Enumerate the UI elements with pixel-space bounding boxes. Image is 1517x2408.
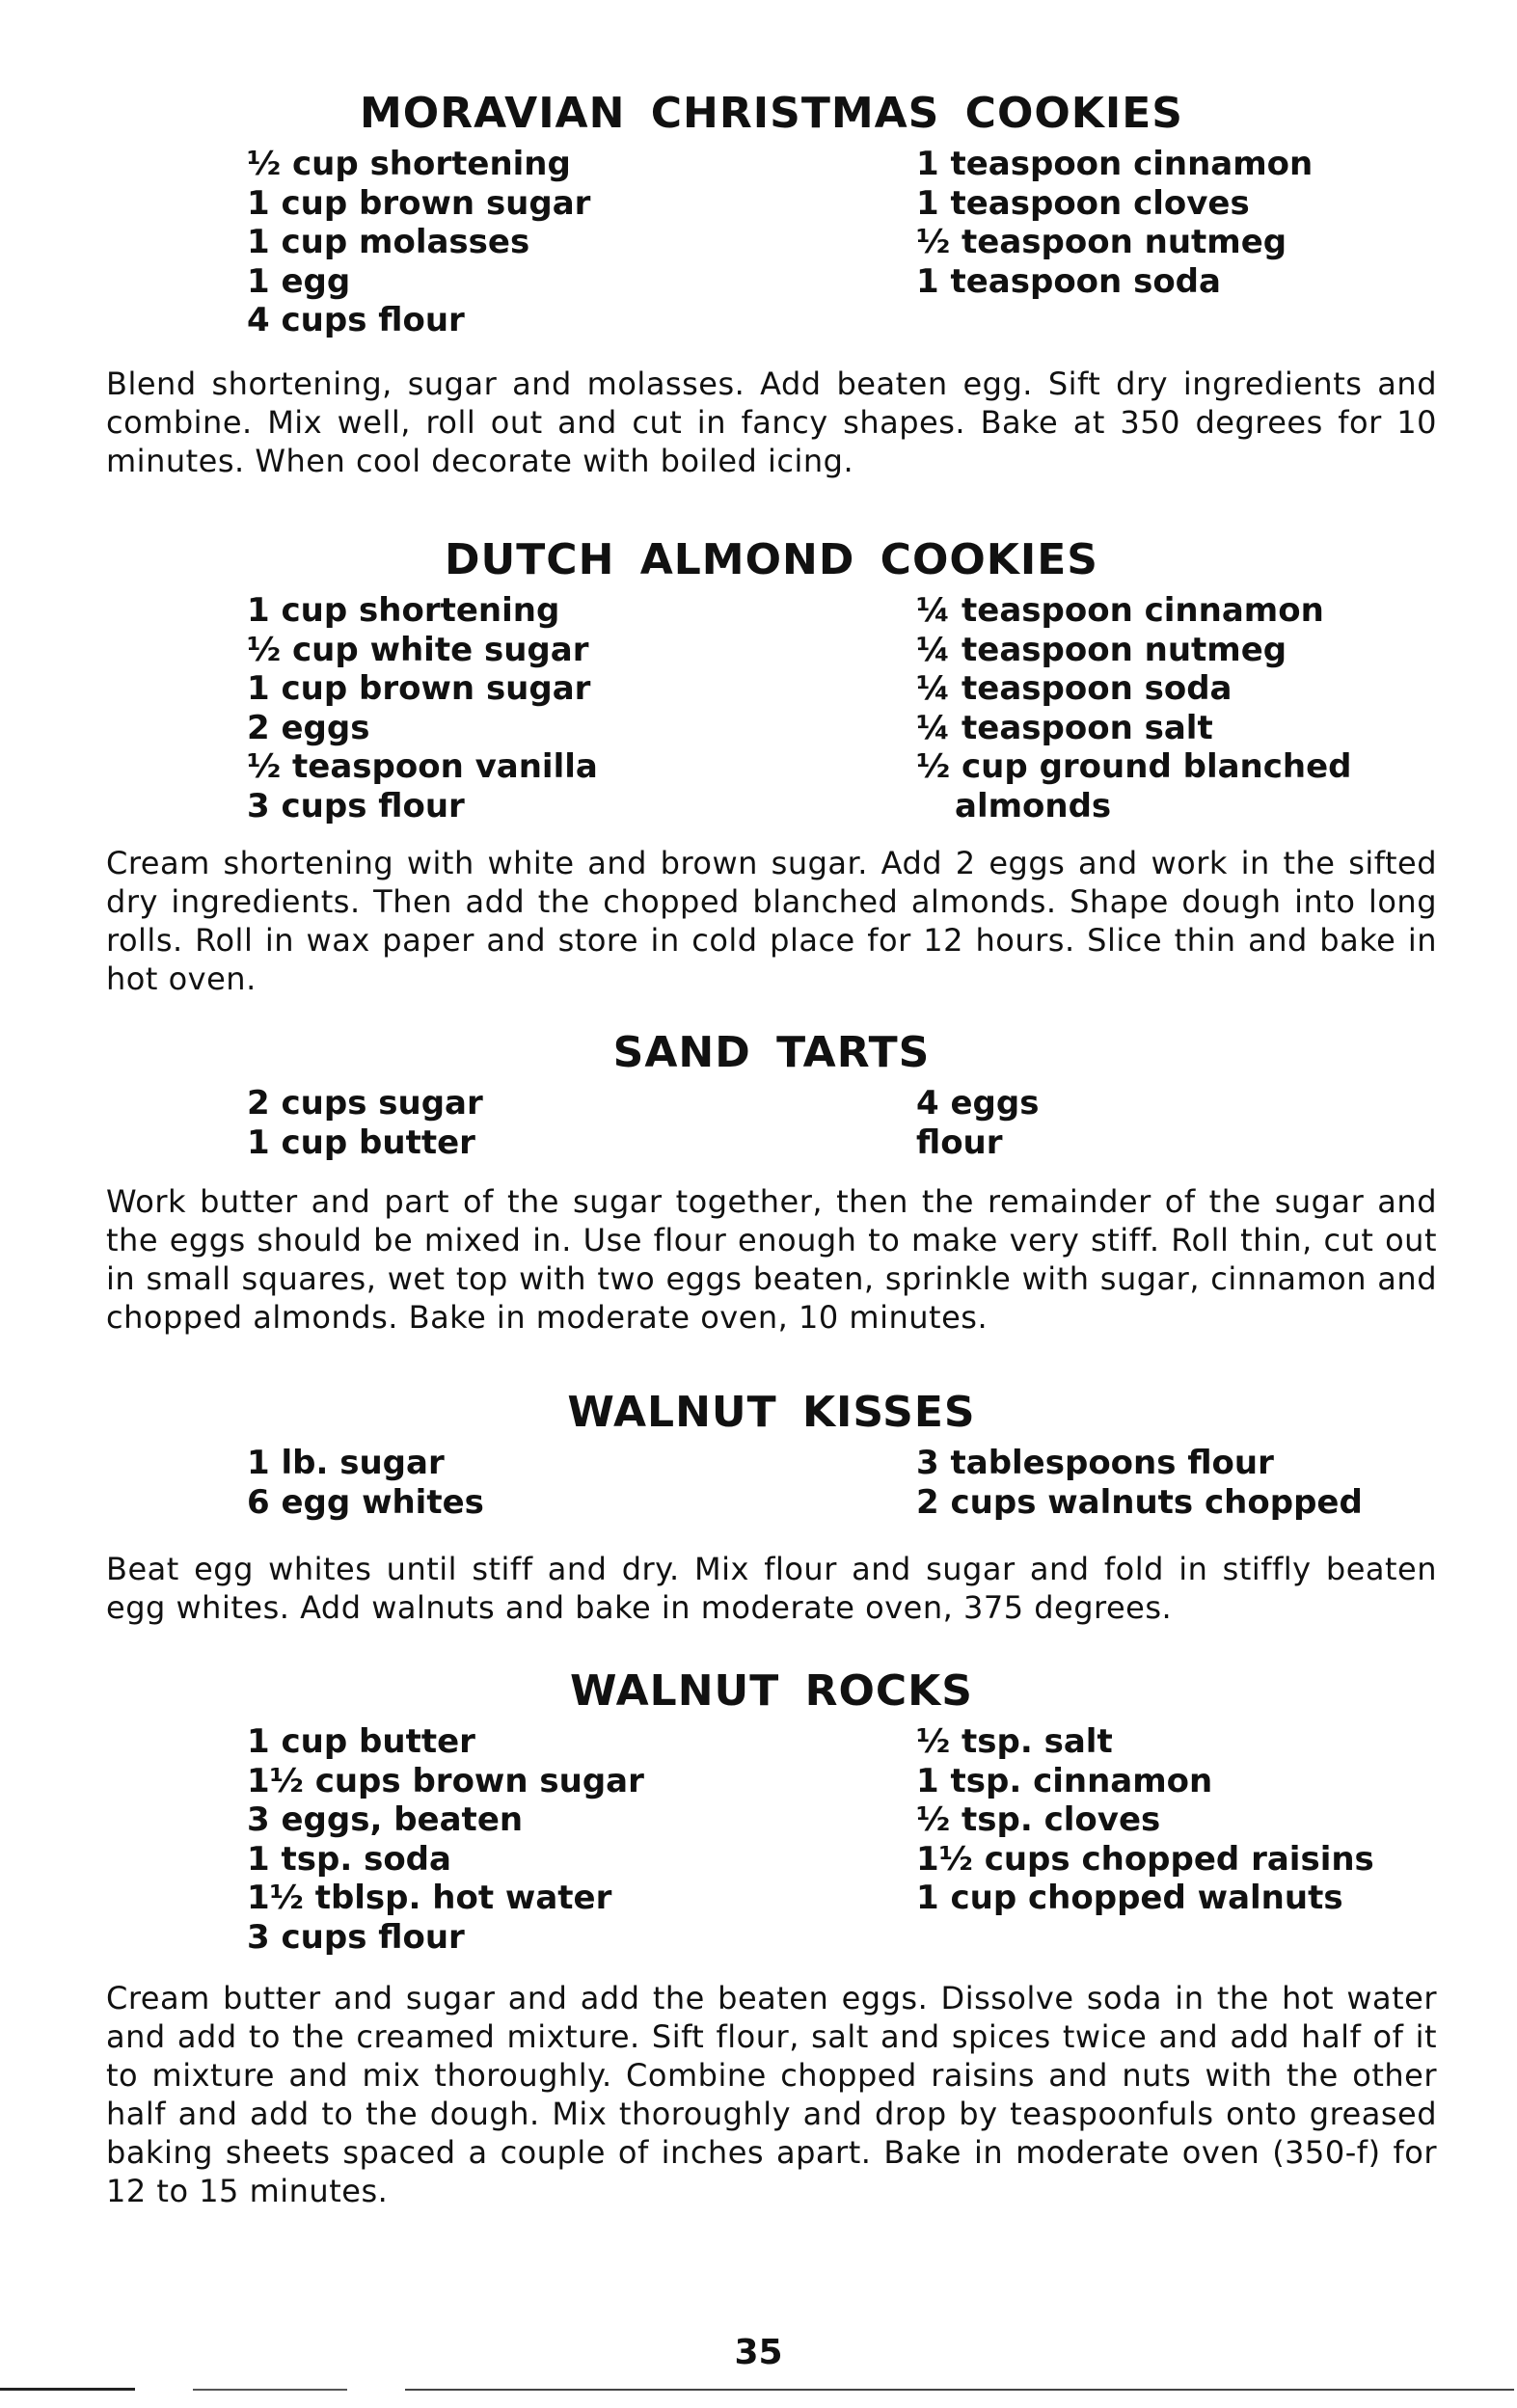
ingredient: 1 teaspoon soda — [916, 261, 1221, 301]
ingredient: 1½ tblsp. hot water — [247, 1879, 612, 1917]
ingredients-left-column — [247, 1084, 483, 1162]
recipe-directions: Work butter and part of the sugar together, then the remainder of the sugar and the eggs should be mixed in. Use flour enough to make very stiff. Roll thin, cut out in small squares, wet top with two eggs beaten, sprinkle with sugar, cinnamon and chopped almonds. Bake in moderate oven, 10 minutes. — [106, 1183, 1437, 1336]
ingredient: ¼ teaspoon soda — [916, 669, 1233, 708]
ingredient: 1 egg — [247, 261, 351, 301]
ingredients-left-column — [247, 1444, 484, 1522]
ingredient: ½ tsp. salt — [916, 1722, 1113, 1761]
ingredient: 6 egg whites — [247, 1482, 484, 1522]
bottom-rule — [0, 2388, 135, 2391]
ingredient: ½ cup shortening — [247, 145, 571, 183]
ingredient: 1 cup butter — [247, 1722, 475, 1761]
recipe-title: SAND TARTS — [612, 1028, 931, 1077]
ingredient: ¼ teaspoon salt — [916, 708, 1213, 747]
recipe-directions: Blend shortening, sugar and molasses. Add beaten egg. Sift dry ingredients and combine. Mix well, roll out and cut in fancy shapes. Bake at 350 degrees for 10 minutes. When cool decorate with boiled icing. — [106, 365, 1437, 479]
ingredient: almonds — [955, 786, 1112, 825]
recipe-walnut-kisses — [106, 1386, 1437, 1627]
ingredient: 1 cup molasses — [247, 223, 530, 261]
bottom-rule — [193, 2389, 347, 2391]
ingredient: ¼ teaspoon cinnamon — [916, 591, 1324, 630]
ingredient-list — [106, 145, 1437, 343]
recipe-directions: Cream butter and sugar and add the beaten eggs. Dissolve soda in the hot water and add to the creamed mixture. Sift flour, salt and spices twice and add half of it to mixture and mix thoroughly. Combine chopped raisins and nuts with the other half and add to the dough. Mix thoroughly and drop by teaspoonfuls onto greased baking sheets spaced a couple of inches apart. Bake in moderate oven (350-f) for 12 to 15 minutes. — [106, 1980, 1437, 2209]
ingredient-list — [106, 591, 1437, 828]
recipe-directions: Cream shortening with white and brown sugar. Add 2 eggs and work in the sifted dry ingredients. Then add the chopped blanched almonds. Shape dough into long rolls. Roll in wax paper and store in cold place for 12 hours. Slice thin and bake in hot oven. — [106, 845, 1437, 997]
recipe-directions: Beat egg whites until stiff and dry. Mix flour and sugar and fold in stiffly beaten egg whites. Add walnuts and bake in moderate oven, 375 degrees. — [106, 1551, 1437, 1626]
ingredient: 3 cups flour — [247, 786, 465, 825]
ingredient: ½ tsp. cloves — [916, 1800, 1161, 1839]
ingredient-list — [106, 1084, 1437, 1165]
ingredient: 1 lb. sugar — [247, 1444, 445, 1482]
ingredient: 1 cup brown sugar — [247, 669, 591, 708]
recipe-sand-tarts — [106, 1026, 1437, 1337]
recipe-walnut-rocks — [106, 1664, 1437, 2210]
ingredient: ½ cup white sugar — [247, 630, 589, 669]
ingredient-list — [106, 1444, 1437, 1525]
ingredient: ½ teaspoon nutmeg — [916, 223, 1287, 261]
ingredients-right-column — [916, 1084, 1039, 1162]
ingredient: 4 cups flour — [247, 301, 465, 339]
ingredients-right-column — [916, 1444, 1363, 1522]
ingredient: 1 cup shortening — [247, 591, 560, 630]
recipe-title: MORAVIAN CHRISTMAS COOKIES — [360, 89, 1183, 138]
recipe-title: DUTCH ALMOND COOKIES — [445, 535, 1098, 584]
ingredient: 4 eggs — [916, 1084, 1040, 1123]
ingredients-right-column — [916, 1722, 1374, 1918]
ingredient: 1½ cups chopped raisins — [916, 1839, 1374, 1879]
ingredient: 1 cup butter — [247, 1123, 475, 1162]
ingredient: 1 teaspoon cloves — [916, 183, 1250, 223]
ingredient: ¼ teaspoon nutmeg — [916, 630, 1287, 669]
ingredient: 2 cups sugar — [247, 1084, 483, 1123]
ingredient: 1 cup chopped walnuts — [916, 1879, 1343, 1917]
ingredients-left-column — [247, 1722, 644, 1957]
ingredient: 1 cup brown sugar — [247, 183, 591, 223]
bottom-rule — [405, 2389, 1514, 2391]
ingredient: 3 eggs, beaten — [247, 1800, 524, 1839]
ingredient: 2 eggs — [247, 708, 370, 747]
ingredients-left-column — [247, 591, 598, 825]
ingredient: 1 teaspoon cinnamon — [916, 145, 1314, 183]
recipe-title: WALNUT KISSES — [567, 1388, 976, 1437]
recipe-dutch-almond-cookies — [106, 533, 1437, 998]
page-number: 35 — [734, 2333, 783, 2372]
ingredient: 3 cups flour — [247, 1917, 465, 1957]
ingredients-right-column — [916, 145, 1313, 301]
ingredient-list — [106, 1722, 1437, 1960]
ingredient: 1½ cups brown sugar — [247, 1761, 644, 1800]
ingredient: 2 cups walnuts chopped — [916, 1482, 1363, 1522]
recipe-moravian-christmas-cookies — [106, 87, 1437, 480]
recipe-title: WALNUT ROCKS — [570, 1666, 973, 1716]
ingredient: ½ cup ground blanched — [916, 747, 1352, 786]
ingredient: flour — [916, 1123, 1003, 1162]
ingredient: 3 tablespoons flour — [916, 1444, 1274, 1482]
ingredient: ½ teaspoon vanilla — [247, 747, 598, 786]
ingredient: 1 tsp. cinnamon — [916, 1761, 1213, 1800]
ingredient: 1 tsp. soda — [247, 1839, 451, 1879]
ingredients-right-column — [916, 591, 1352, 825]
ingredients-left-column — [247, 145, 590, 340]
